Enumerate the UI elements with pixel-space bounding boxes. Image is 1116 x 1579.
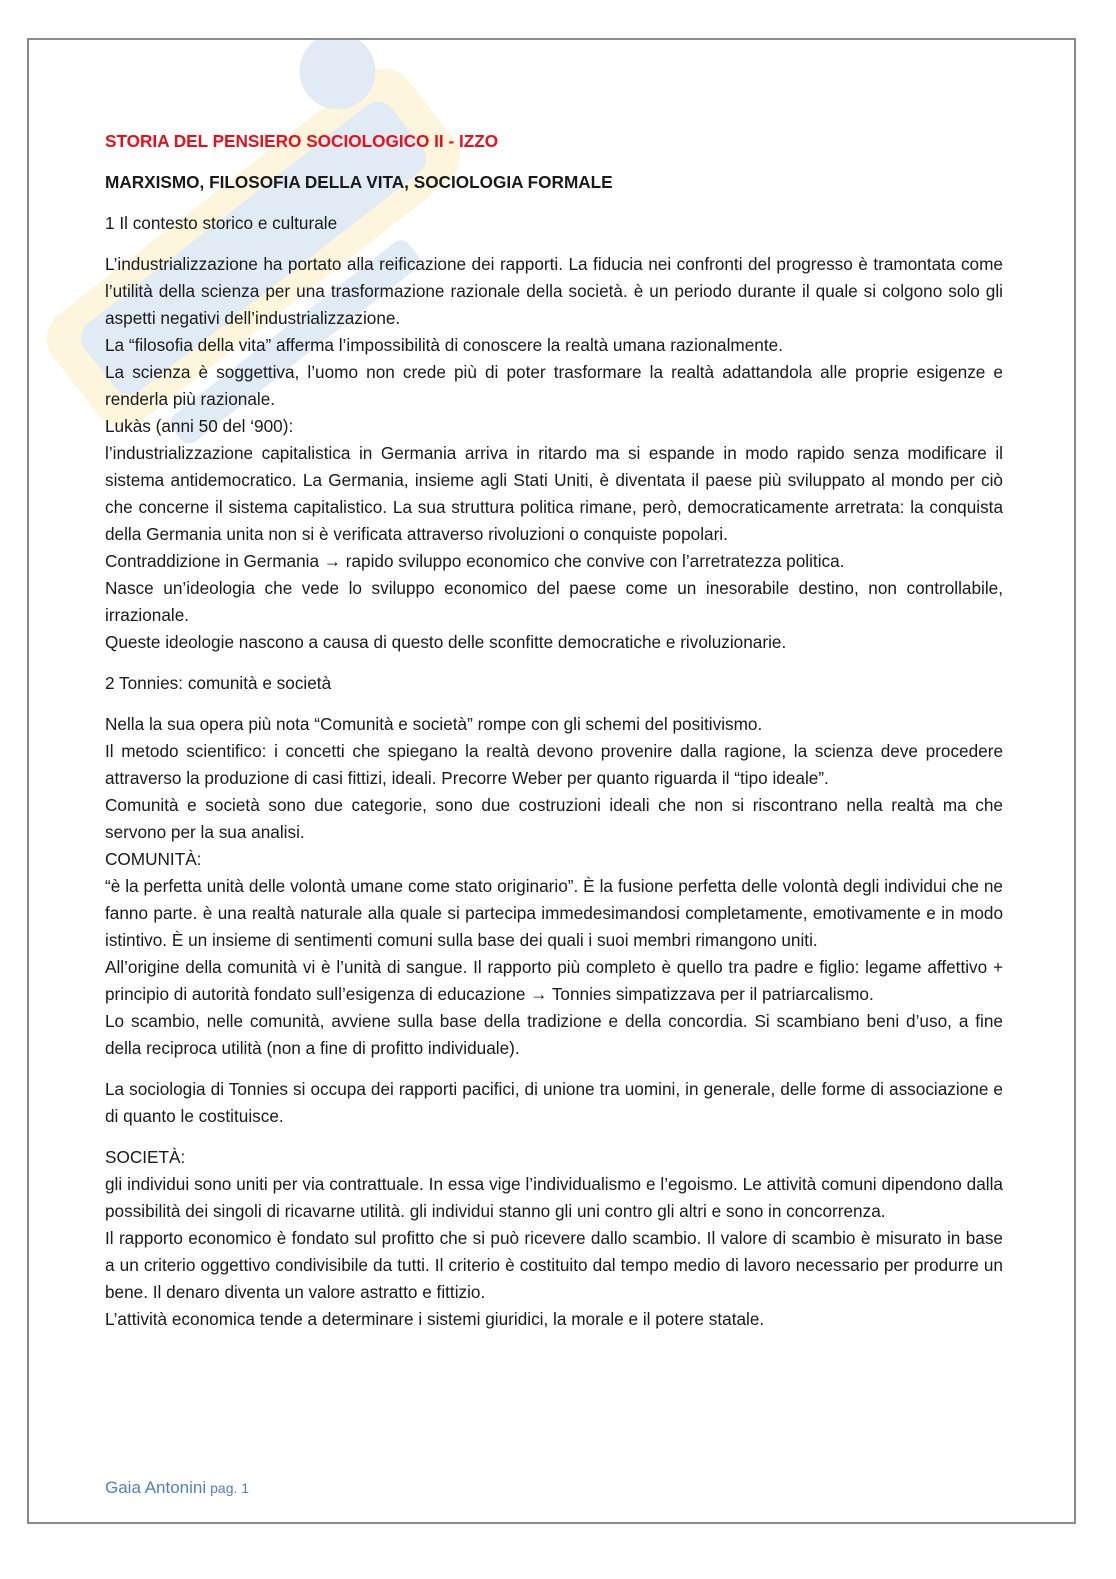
section-2-heading: 2 Tonnies: comunità e società: [105, 673, 332, 693]
page-footer: [105, 1478, 249, 1498]
text-line: Comunità e società sono due categorie, sono due costruzioni ideali che non si riscontrano nella realtà ma che servono per la sua analisi.: [105, 795, 1003, 842]
section-1-paragraph: [105, 251, 1003, 656]
text-line: “è la perfetta unità delle volontà umane come stato originario”. È la fusione perfetta delle volontà degli individui che ne fanno parte. è una realtà naturale alla quale si partecipa immedesimandosi completamente, emotivamente e in modo istintivo. È un insieme di sentimenti comuni sulla base dei quali i suoi membri rimangono uniti.: [105, 876, 1003, 950]
text-line: l’industrializzazione capitalistica in Germania arriva in ritardo ma si espande in modo rapido senza modificare il sistema antidemocratico. La Germania, insieme agli Stati Uniti, è diventata il paese più sviluppato al mondo per ciò che concerne il sistema capitalistico. La sua struttura politica rimane, però, democraticamente arretrata: la conquista della Germania unita non si è verificata attraverso rivoluzioni o conquiste popolari.: [105, 443, 1003, 544]
text-line: COMUNITÀ:: [105, 849, 202, 869]
text-line: Nella la sua opera più nota “Comunità e società” rompe con gli schemi del positivismo.: [105, 714, 763, 734]
footer-author: Gaia Antonini: [105, 1478, 207, 1497]
text-line: gli individui sono uniti per via contrattuale. In essa vige l’individualismo e l’egoismo. Le attività comuni dipendono dalla possibilità dei singoli di ricavarne utilità. gli individui stanno gli uni contro gli altri e sono in concorrenza.: [105, 1174, 1003, 1221]
footer-page-number: pag. 1: [210, 1480, 250, 1496]
section-2-paragraph-3: [105, 1144, 1003, 1333]
document-body: [105, 128, 1003, 1347]
text-line: Contraddizione in Germania → rapido sviluppo economico che convive con l’arretratezza politica.: [105, 551, 845, 571]
text-line: Il rapporto economico è fondato sul profitto che si può ricevere dallo scambio. Il valore di scambio è misurato in base a un criterio oggettivo condivisibile da tutti. Il criterio è costituito dal tempo medio di lavoro necessario per produrre un bene. Il denaro diventa un valore astratto e fittizio.: [105, 1228, 1003, 1302]
document-title: STORIA DEL PENSIERO SOCIOLOGICO II - IZZO: [105, 131, 499, 151]
text-line: SOCIETÀ:: [105, 1147, 186, 1167]
text-line: All’origine della comunità vi è l’unità di sangue. Il rapporto più completo è quello tra padre e figlio: legame affettivo + principio di autorità fondato sull’esigenza di educazione → Tonnies simpatizzava per il patriarcalismo.: [105, 957, 1003, 1004]
text-line: Lo scambio, nelle comunità, avviene sulla base della tradizione e della concordia. Si scambiano beni d’uso, a fine della reciproca utilità (non a fine di profitto individuale).: [105, 1011, 1003, 1058]
text-line: L’industrializzazione ha portato alla reificazione dei rapporti. La fiducia nei confronti del progresso è tramontata come l’utilità della scienza per una trasformazione razionale della società. è un periodo durante il quale si colgono solo gli aspetti negativi dell’industrializzazione.: [105, 254, 1003, 328]
text-line: La scienza è soggettiva, l’uomo non crede più di poter trasformare la realtà adattandola alle proprie esigenze e renderla più razionale.: [105, 362, 1003, 409]
section-1-heading: 1 Il contesto storico e culturale: [105, 213, 338, 233]
text-line: Lukàs (anni 50 del ‘900):: [105, 416, 294, 436]
section-2-paragraph-1: [105, 711, 1003, 1062]
text-line: Il metodo scientifico: i concetti che spiegano la realtà devono provenire dalla ragione, la scienza deve procedere attraverso la produzione di casi fittizi, ideali. Precorre Weber per quanto riguarda il “tipo ideale”.: [105, 741, 1003, 788]
text-line: L’attività economica tende a determinare i sistemi giuridici, la morale e il potere statale.: [105, 1309, 765, 1329]
document-subtitle: MARXISMO, FILOSOFIA DELLA VITA, SOCIOLOGIA FORMALE: [105, 172, 613, 192]
text-line: Nasce un’ideologia che vede lo sviluppo economico del paese come un inesorabile destino, non controllabile, irrazionale.: [105, 578, 1003, 625]
section-2-paragraph-2: La sociologia di Tonnies si occupa dei rapporti pacifici, di unione tra uomini, in generale, delle forme di associazione e di quanto le costituisce.: [105, 1079, 1003, 1126]
text-line: La “filosofia della vita” afferma l’impossibilità di conoscere la realtà umana razionalmente.: [105, 335, 783, 355]
text-line: Queste ideologie nascono a causa di questo delle sconfitte democratiche e rivoluzionarie.: [105, 632, 787, 652]
